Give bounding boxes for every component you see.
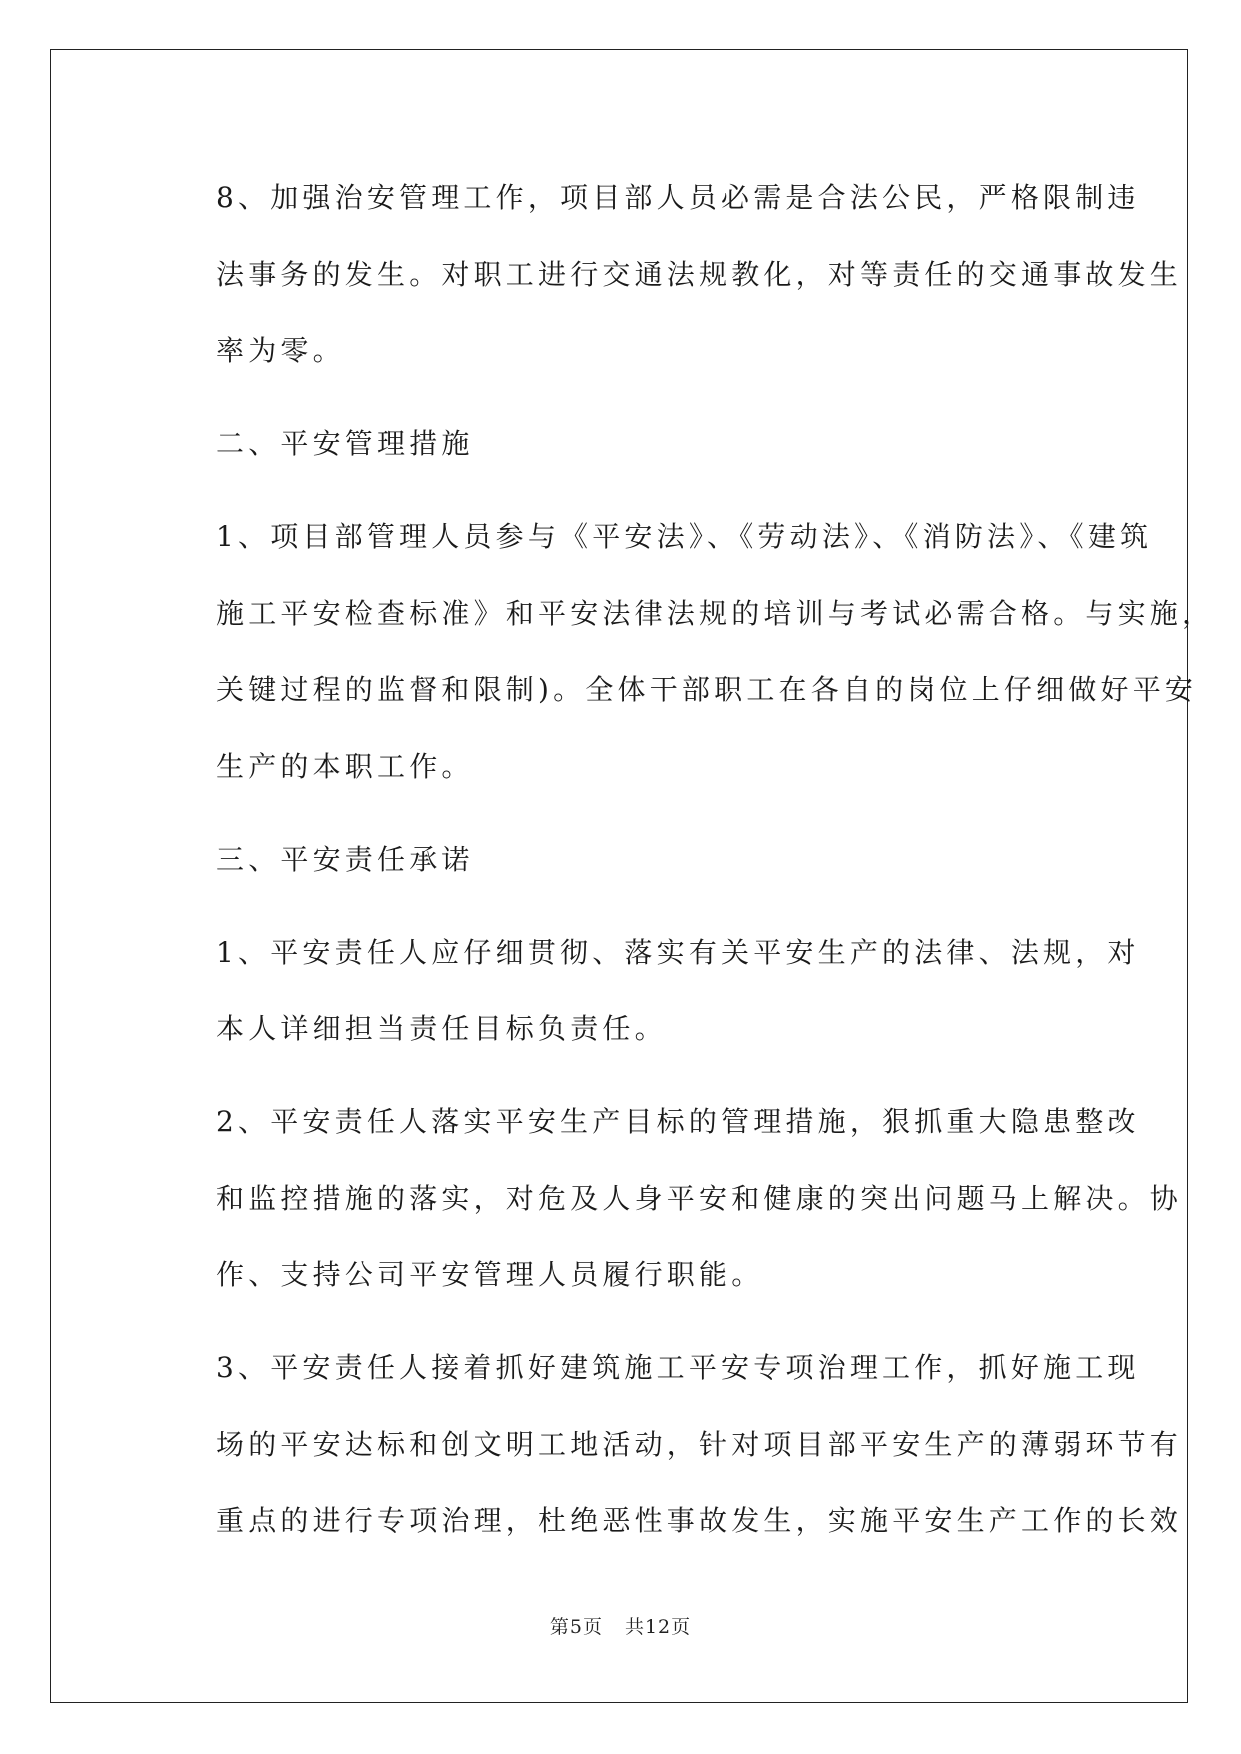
paragraph: [152, 915, 1140, 1068]
text-line: 1、平安责任人应仔细贯彻、落实有关平安生产的法律、法规，对: [216, 935, 1140, 969]
text-line: 场的平安达标和创文明工地活动，针对项目部平安生产的薄弱环节有: [216, 1427, 1183, 1461]
section-heading: [152, 822, 1086, 899]
text-line: 和监控措施的落实，对危及人身平安和健康的突出问题马上解决。协: [216, 1181, 1183, 1215]
text-line: 重点的进行专项治理，杜绝恶性事故发生，实施平安生产工作的长效: [216, 1504, 1183, 1537]
page-footer: [0, 1612, 1241, 1639]
text-line: 8、加强治安管理工作，项目部人员必需是合法公民，严格限制违: [216, 181, 1140, 214]
text-line: 本人详细担当责任目标负责任。: [216, 1012, 667, 1045]
text-line: 法事务的发生。对职工进行交通法规教化，对等责任的交通事故发生: [216, 257, 1183, 291]
text-line: 作、支持公司平安管理人员履行职能。: [216, 1258, 764, 1291]
text-line: 3、平安责任人接着抓好建筑施工平安专项治理工作，抓好施工现: [216, 1351, 1140, 1384]
document-body: [152, 160, 1215, 1576]
paragraph: [152, 1084, 1183, 1314]
page-number: 第5页: [549, 1616, 603, 1638]
section-heading: [152, 406, 1086, 483]
text-line: 率为零。: [216, 334, 345, 367]
paragraph: [152, 1330, 1183, 1560]
text-line: 2、平安责任人落实平安生产目标的管理措施，狠抓重大隐患整改: [216, 1105, 1140, 1138]
paragraph: [152, 160, 1183, 390]
page-total: 共12页: [624, 1616, 692, 1638]
text-line: 1、项目部管理人员参与《平安法》、《劳动法》、《消防法》、《建筑: [216, 520, 1153, 553]
text-line: 三、平安责任承诺: [216, 842, 474, 876]
text-line: 生产的本职工作。: [216, 749, 474, 783]
text-line: 施工平安检查标准》和平安法律法规的培训与考试必需合格。与实施，: [216, 596, 1215, 630]
text-line: 二、平安管理措施: [216, 427, 474, 460]
paragraph: [152, 499, 1215, 805]
text-line: 关键过程的监督和限制)。全体干部职工在各自的岗位上仔细做好平安: [216, 673, 1198, 706]
